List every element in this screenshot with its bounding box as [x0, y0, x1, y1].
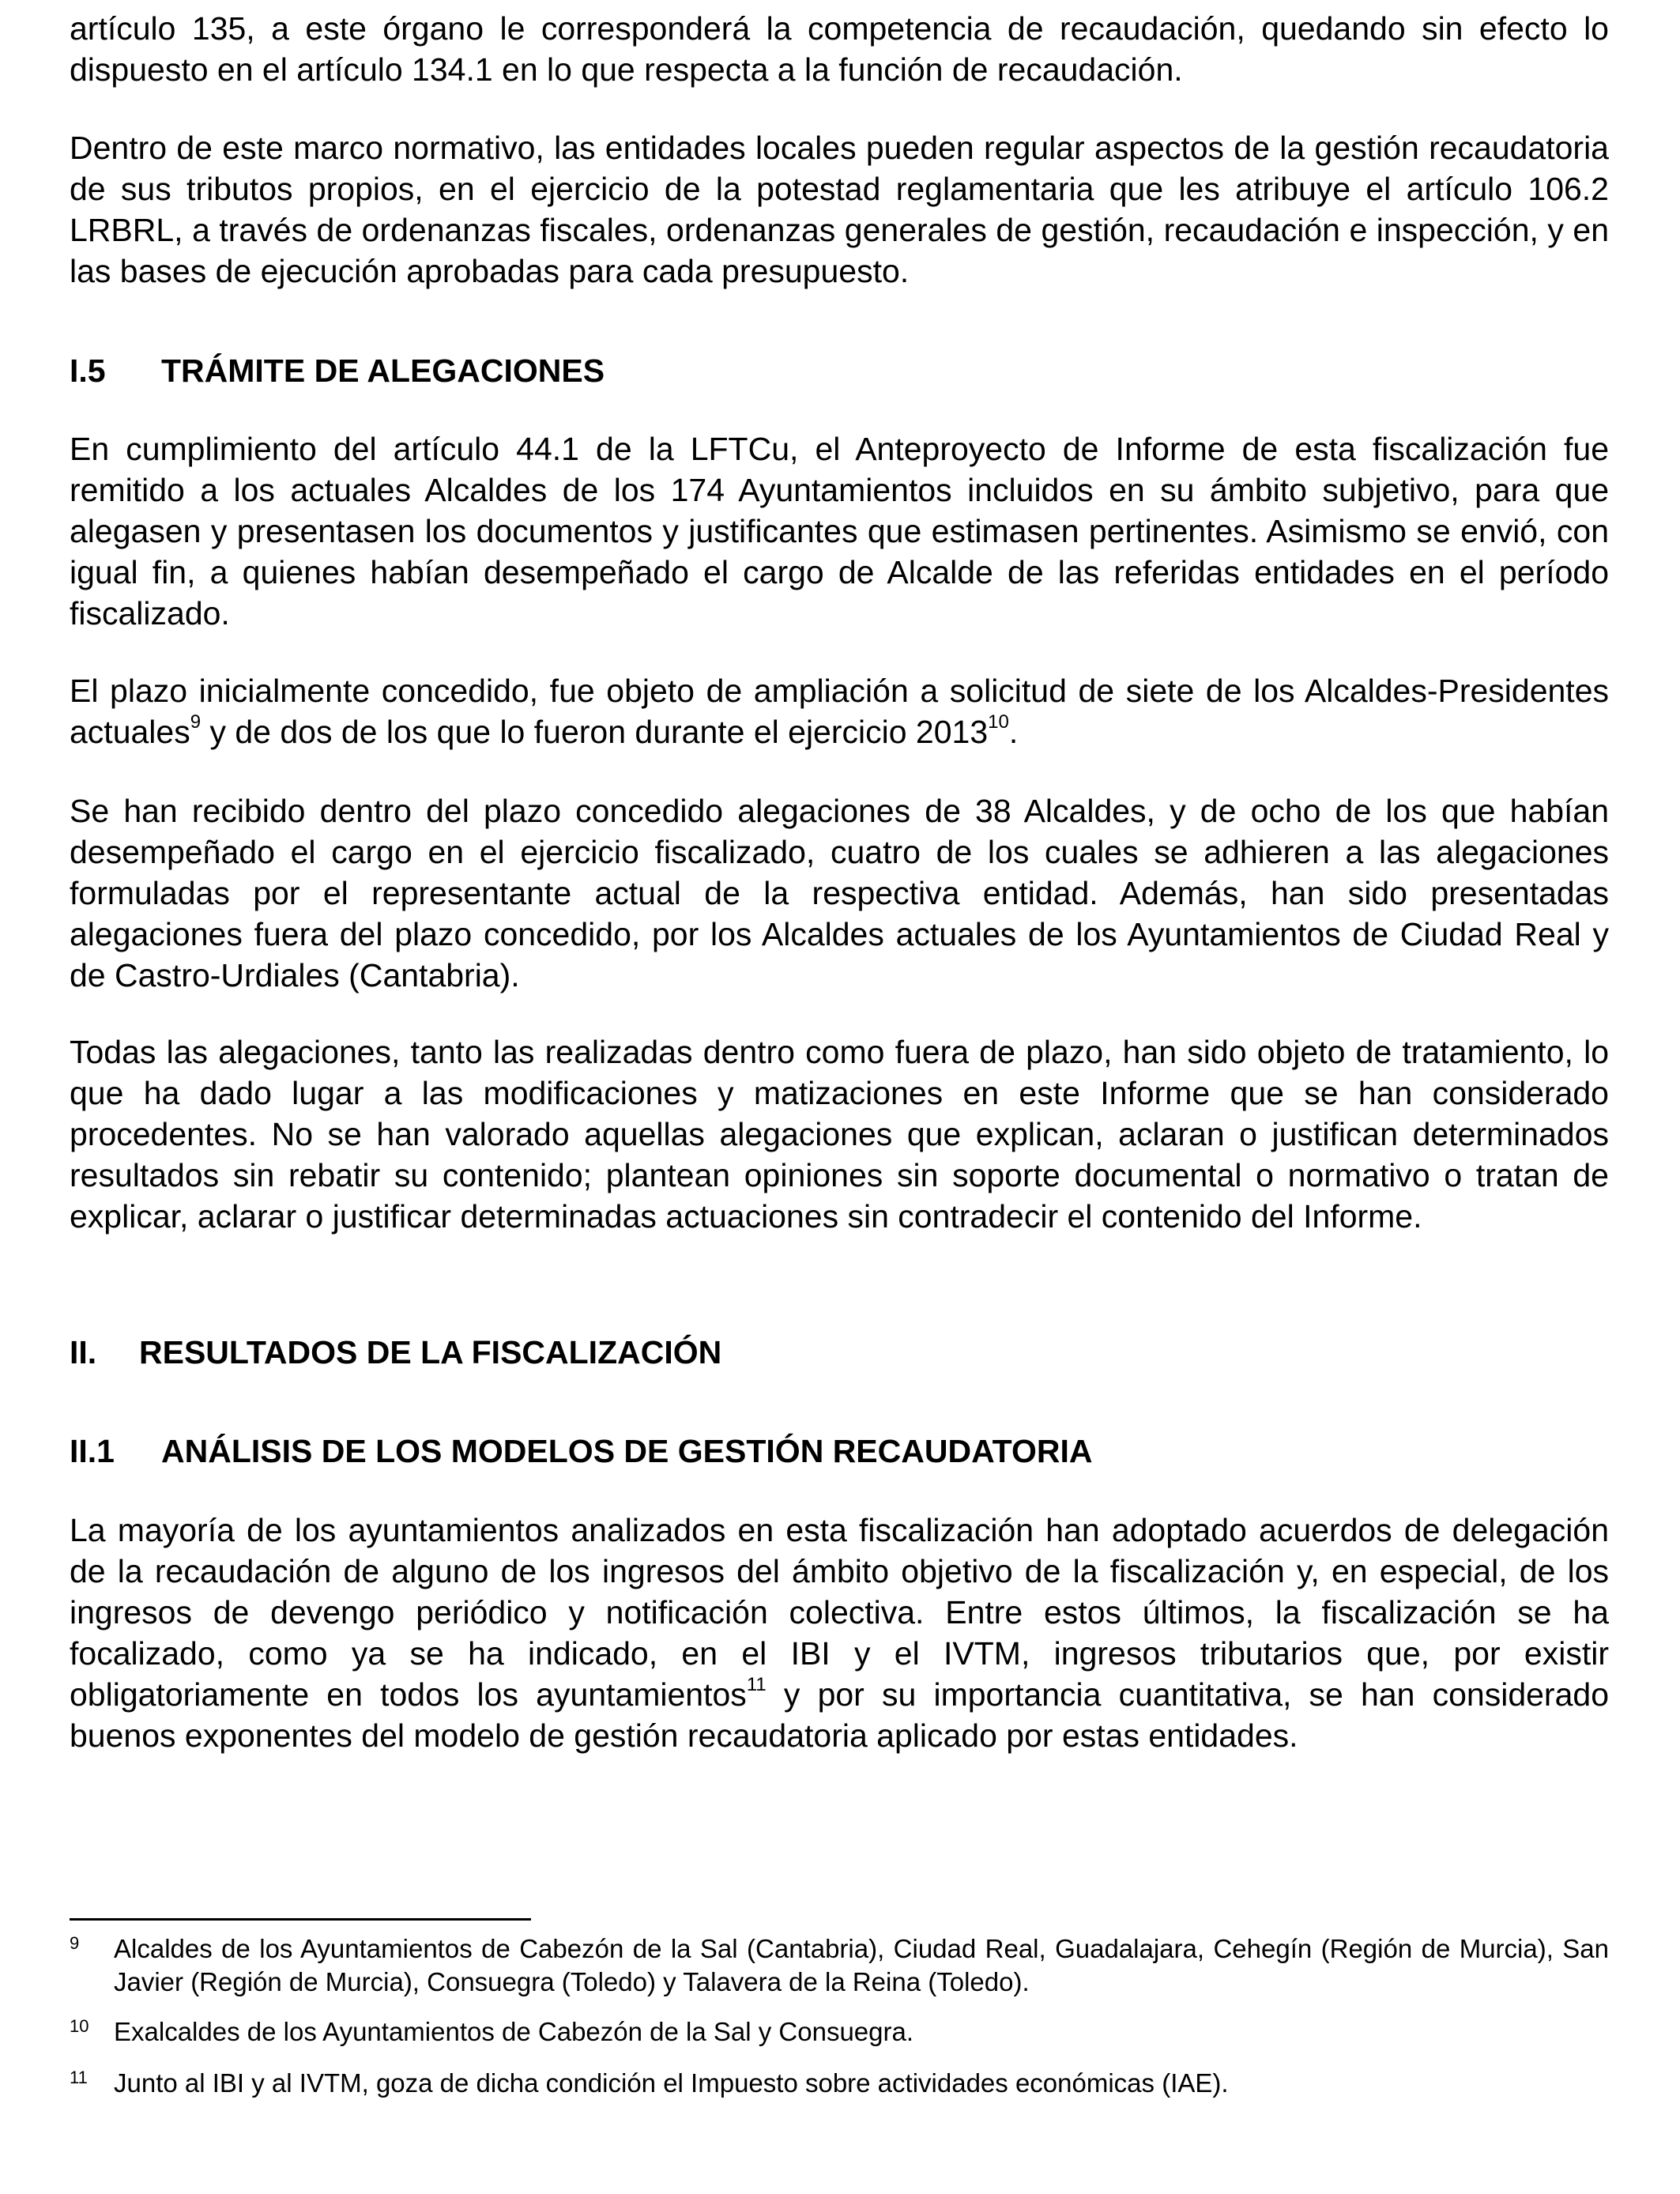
- footnote-separator: [70, 1918, 531, 1921]
- footnote-number: 9: [70, 1933, 80, 1953]
- section-number: I.5: [70, 352, 106, 389]
- paragraph-mayoria-ayuntamientos: [70, 1510, 1609, 1756]
- paragraph-text: El plazo inicialmente concedido, fue objeto de ampliación a solicitud de siete de los Alcaldes-Presidentes actuales: [70, 673, 1609, 750]
- paragraph-cumplimiento-articulo: En cumplimiento del artículo 44.1 de la LFTCu, el Anteproyecto de Informe de esta fiscalización fue remitido a los actuales Alcaldes de los 174 Ayuntamientos incluidos en su ámbito subjetivo, para que alegasen y presentasen los documentos y justificantes que estimasen pertinentes. Asimismo se envió, con igual fin, a quienes habían desempeñado el cargo de Alcalde de las referidas entidades en el período fiscalizado.: [70, 431, 1609, 631]
- section-title: TRÁMITE DE ALEGACIONES: [161, 352, 605, 389]
- paragraph-text: y por su importancia cuantitativa, se han considerado buenos exponentes del modelo de gestión recaudatoria aplicado por estas entidades.: [70, 1676, 1609, 1754]
- section-title: RESULTADOS DE LA FISCALIZACIÓN: [139, 1334, 722, 1370]
- paragraph-plazo-ampliacion: [70, 670, 1609, 752]
- footnote-ref-11[interactable]: 11: [746, 1674, 767, 1696]
- footnote-text: Junto al IBI y al IVTM, goza de dicha condición el Impuesto sobre actividades económicas (IAE).: [114, 2068, 1229, 2098]
- footnote-ref-9[interactable]: 9: [190, 711, 202, 733]
- section-heading-tramite-alegaciones: [70, 350, 605, 391]
- footnote-10: [70, 2015, 1609, 2049]
- footnote-number: 10: [70, 2016, 89, 2036]
- paragraph-marco-normativo: Dentro de este marco normativo, las entidades locales pueden regular aspectos de la gestión recaudatoria de sus tributos propios, en el ejercicio de la potestad reglamentaria que les atribuye el artículo 106.2 LRBRL, a través de ordenanzas fiscales, ordenanzas generales de gestión, recaudación e inspección, y en las bases de ejecución aprobadas para cada presupuesto.: [70, 130, 1609, 289]
- paragraph-text: y de dos de los que lo fueron durante el ejercicio 2013: [201, 714, 989, 750]
- section-title: ANÁLISIS DE LOS MODELOS DE GESTIÓN RECAUDATORIA: [161, 1433, 1093, 1469]
- paragraph-alegaciones-recibidas: Se han recibido dentro del plazo concedido alegaciones de 38 Alcaldes, y de ocho de los que habían desempeñado el cargo en el ejercicio fiscalizado, cuatro de los cuales se adhieren a las alegaciones formuladas por el representante actual de la respectiva entidad. Además, han sido presentadas alegaciones fuera del plazo concedido, por los Alcaldes actuales de los Ayuntamientos de Ciudad Real y de Castro-Urdiales (Cantabria).: [70, 793, 1609, 993]
- footnote-number: 11: [70, 2068, 88, 2087]
- footnote-text: Alcaldes de los Ayuntamientos de Cabezón de la Sal (Cantabria), Ciudad Real, Guadalajara, Cehegín (Región de Murcia), San Javier (Región de Murcia), Consuegra (Toledo) y Talavera de la Reina (Toledo).: [114, 1934, 1609, 1996]
- footnote-9: [70, 1932, 1609, 1999]
- footnote-11: [70, 2067, 1609, 2100]
- section-number: II.: [70, 1334, 97, 1370]
- footnote-text: Exalcaldes de los Ayuntamientos de Cabezón de la Sal y Consuegra.: [114, 2017, 914, 2046]
- paragraph-text: .: [1008, 714, 1019, 750]
- paragraph-tratamiento-alegaciones: Todas las alegaciones, tanto las realizadas dentro como fuera de plazo, han sido objeto de tratamiento, lo que ha dado lugar a las modificaciones y matizaciones en este Informe que se han considerado procedentes. No se han valorado aquellas alegaciones que explican, aclaran o justifican determinados resultados sin rebatir su contenido; plantean opiniones sin soporte documental o normativo o tratan de explicar, aclarar o justificar determinadas actuaciones sin contradecir el contenido del Informe.: [70, 1034, 1609, 1235]
- paragraph-text: La mayoría de los ayuntamientos analizados en esta fiscalización han adoptado acuerdos de delegación de la recaudación de alguno de los ingresos del ámbito objetivo de la fiscalización y, en especial, de los ingresos de devengo periódico y notificación colectiva. Entre estos últimos, la fiscalización se ha focalizado, como ya se ha indicado, en el IBI y el IVTM, ingresos tributarios que, por existir obligatoriamente en todos los ayuntamientos: [70, 1512, 1609, 1713]
- footnote-ref-10[interactable]: 10: [988, 711, 1009, 733]
- section-number: II.1: [70, 1433, 115, 1469]
- paragraph-recaudacion-competencia: artículo 135, a este órgano le corresponderá la competencia de recaudación, quedando sin efecto lo dispuesto en el artículo 134.1 en lo que respecta a la función de recaudación.: [70, 10, 1609, 88]
- section-heading-resultados: [70, 1332, 721, 1373]
- section-heading-analisis-modelos: [70, 1431, 1092, 1472]
